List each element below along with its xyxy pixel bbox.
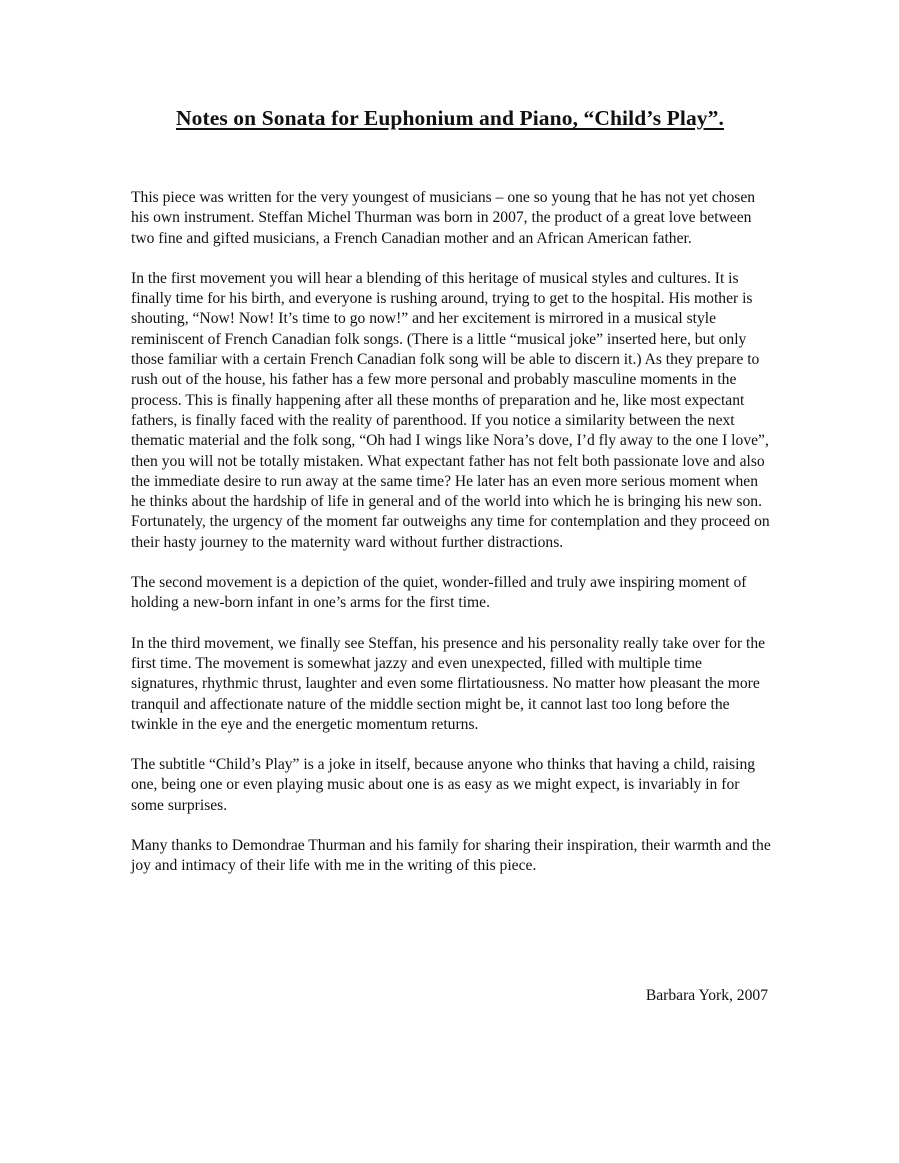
page-title: Notes on Sonata for Euphonium and Piano, “Child’s Play”. — [175, 106, 724, 130]
paragraph-third-movement: In the third movement, we finally see Steffan, his presence and his personality really take over for the first time. The movement is somewhat jazzy and even unexpected, filled with multiple time signatures, rhythmic thrust, laughter and even some flirtatiousness. No matter how pleasant the more tranquil and affectionate nature of the middle section might be, it cannot last too long before the twinkle in the eye and the energetic momentum returns. — [131, 634, 766, 733]
document-body — [131, 188, 771, 897]
paragraph-thanks: Many thanks to Demondrae Thurman and his family for sharing their inspiration, their warmth and the joy and intimacy of their life with me in the writing of this piece. — [131, 837, 771, 875]
paragraph-intro: This piece was written for the very youngest of musicians – one so young that he has not yet chosen his own instrument. Steffan Michel Thurman was born in 2007, the product of a great love between two fine and gifted musicians, a French Canadian mother and an African American father. — [131, 189, 756, 247]
signature: Barbara York, 2007 — [645, 987, 768, 1004]
paragraph-subtitle: The subtitle “Child’s Play” is a joke in itself, because anyone who thinks that having a child, raising one, being one or even playing music about one is as easy as we might expect, is invariably in for some surprises. — [131, 756, 756, 814]
paragraph-first-movement: In the first movement you will hear a blending of this heritage of musical styles and cultures. It is finally time for his birth, and everyone is rushing around, trying to get to the hospital. His mother is shouting, “Now! Now! It’s time to go now!” and her excitement is mirrored in a musical style reminiscent of French Canadian folk songs. (There is a little “musical joke” inserted here, but only those familiar with a certain French Canadian folk song will be able to discern it.) As they prepare to rush out of the house, his father has a few more personal and probably masculine moments in the process. This is finally happening after all these months of preparation and he, like most expectant fathers, is finally faced with the reality of parenthood. If you notice a similarity between the next thematic material and the folk song, “Oh had I wings like Nora’s dove, I’d fly away to the one I love”, then you will not be totally mistaken. What expectant father has not felt both passionate love and also the immediate desire to run away at the same time? He later has an even more serious moment when he thinks about the hardship of life in general and of the world into which he is bringing his new son. Fortunately, the urgency of the moment far outweighs any time for contemplation and they proceed on their hasty journey to the maternity ward without further distractions. — [131, 269, 770, 551]
paragraph-second-movement: The second movement is a depiction of the quiet, wonder-filled and truly awe inspiring moment of holding a new-born infant in one’s arms for the first time. — [131, 574, 747, 612]
